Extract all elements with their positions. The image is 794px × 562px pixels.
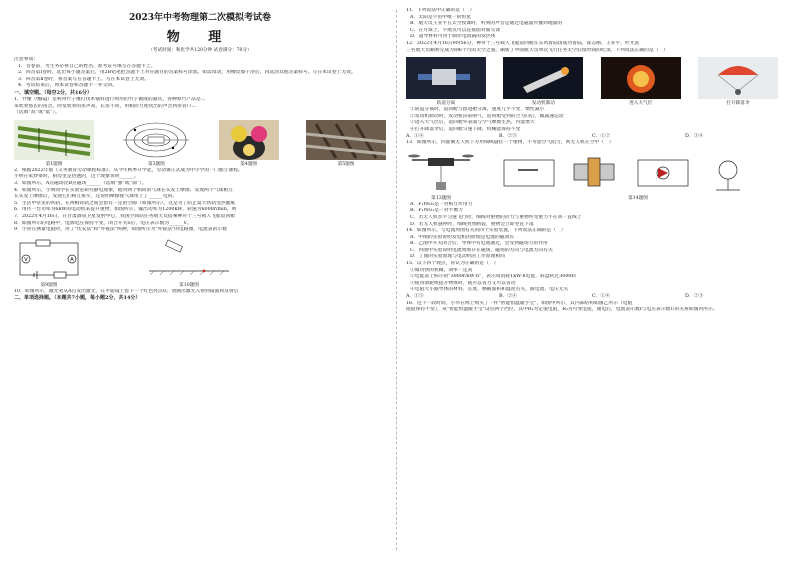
question-text: 5．生活中常见的铁轨，在两根铁轨之间会留有一定的空隙（如图所示），这是为了防止夏天铁轨受热膨胀 — [14, 200, 236, 206]
question-text: （选填“高”或“低”）。 — [14, 110, 60, 116]
figure-caption: 轨道分离 — [436, 101, 456, 107]
figure-railway — [306, 120, 386, 167]
figure-bamboo — [14, 120, 94, 167]
option-text: ③进入大气层后，返回舱外表面与空气摩擦生热，内能增大 — [410, 120, 535, 126]
question-text: 9．小亮在测量电阻时，用了"伏安法"和"外接法"两种，如图所示为"外接法"的电路图，电流表的示数 — [14, 227, 227, 233]
option-text: B．F₁和G₁是一对平衡力 — [410, 208, 463, 214]
figure-row — [406, 57, 778, 106]
choice-d: D．②③ — [685, 294, 704, 300]
question-text: 4．如图所示，小明同学在实验室研究静电现象，他用两个相同的气球在头发上摩擦，发现两个气球相互 — [14, 187, 233, 193]
question-text: 11．下列说法中正确的是（ ） — [406, 8, 475, 13]
orbit-separation-photo — [406, 57, 486, 99]
question-text: 13．如图所示，四旋翼无人机下方用细线悬挂一个重物，不考虑空气阻力，则无人机在空中（ ） — [406, 140, 614, 146]
notes-heading: 注意事项： — [14, 57, 38, 62]
choice-c: C．①④ — [592, 294, 611, 300]
figure-circuit — [14, 237, 84, 288]
note-item: 3．回答第Ⅱ卷时，将答案写在答题卡上。写在本试卷上无效。 — [18, 76, 150, 82]
option-text: A．太阳是宇宙中唯一的恒星 — [410, 14, 472, 20]
drone-diagram — [406, 150, 476, 194]
railway-photo — [306, 120, 386, 160]
question-text: 小明在家炒菜时，厨房里是热透的，这个现象说明______。 — [14, 174, 139, 180]
question-text: 6．用传一台功率为6kW的电动机来提升重物，如图所示，输出功率为1200kW，转速为6000r/min，则 — [14, 207, 237, 213]
figure-row — [406, 150, 778, 201]
magnetic-field-diagram — [121, 120, 191, 160]
option-text: ①做功快的机械，效率一定高 — [410, 267, 473, 273]
engine-brake-photo — [503, 57, 583, 99]
option-text: ②发动机制动时，发动机向前喷气，返回舱受到的合力向后，做减速运动 — [410, 113, 564, 119]
option-text: ④打开降落伞后，返回舱匀速下降，机械能保持不变 — [410, 126, 521, 132]
choice-a: A．①③ — [406, 294, 424, 300]
figure-caption: 进入大气层 — [629, 101, 653, 107]
choice-c: C．①② — [592, 133, 611, 139]
option-text: B．乙图中开关闭合后，导体中有电流通过，会受到磁场力的作用 — [410, 241, 548, 247]
question-text: 14．如图所示，与电流周围有关的四个实验装置，下列说法正确的是（ ） — [406, 228, 566, 234]
svg-text:A: A — [70, 256, 74, 263]
parachute-photo — [698, 57, 778, 99]
question-text: 3．如图所示，A点磁场比B点磁场______（选填“强”或“弱”）。 — [14, 180, 147, 186]
figure-caption: 发动机制动 — [531, 101, 555, 107]
exam-title: 2023年中考物理第二次模拟考试卷 — [128, 13, 272, 23]
exam-meta: （考试时间：和化学共120分钟 试卷满分：70分） — [148, 48, 252, 53]
option-text: ③使用滑轮组提升物体时，既可以省力又可以省功 — [410, 280, 516, 286]
figure-balloons — [219, 120, 279, 167]
figure-magnet-field — [121, 120, 191, 167]
option-text: C．若无人机水平匀速飞行时，细线对重物的拉力与重物所受重力不在同一直线上 — [410, 214, 582, 220]
option-text: A．甲图的实验说明发电机的原理是电流的磁效应 — [410, 234, 515, 240]
question-text: 阻值保持不变），该"智能恒温暖手宝"设有两个挡位，其中R₁为定值电阻，R₂为可变电阻，通电后，电流表示数I与电压表示数U的关系如图丙所示。 — [406, 307, 718, 313]
bamboo-image — [14, 120, 94, 160]
option-text: D．若无人机悬停时，细线突然断裂，重物会立即竖直下落 — [410, 221, 534, 227]
circuit-diagram — [14, 237, 84, 281]
figure-caption: 第5题图 — [337, 161, 355, 167]
choice-row — [406, 294, 778, 301]
question-text: 三名航天员顺利完成为期6个月的太空之旅，刷新了中国航天员单次飞行任务太空驻留时间的纪录。下列说法正确的是（ ） — [406, 47, 669, 53]
choice-d: D．③④ — [685, 133, 704, 139]
right-column — [406, 8, 778, 556]
figure-laser-mirror — [144, 237, 234, 288]
option-text: C．在月球上，宇航员可以直接面对面交谈 — [410, 27, 501, 33]
figure-caption: 第13题图 — [431, 195, 451, 201]
figure-row — [14, 120, 386, 167]
column-divider — [396, 10, 397, 550]
subject-title: 物 理 — [166, 30, 234, 45]
figure-reentry — [601, 57, 681, 106]
question-text: 10．如图所示，激光笔从A点发出激光，在平面镜上留下一个红色亮点O，请画出激光入射到镜面和反射后 — [14, 288, 239, 294]
figure-orbit-separation — [406, 57, 486, 106]
laser-mirror-diagram — [144, 237, 234, 281]
note-item: 1．答卷前，考生务必将自己的姓名、准考证号填写在答题卡上。 — [18, 63, 156, 69]
figure-drone — [406, 150, 476, 201]
choice-b: B．②④ — [499, 294, 517, 300]
question-text: 8．如图所示的电路中，电源电压保持不变，闭合开关S后，电压表示数为______V。 — [14, 220, 192, 226]
note-item: 2．回答第Ⅰ卷时，选出每小题答案后，用2B铅笔把答题卡上对应题目的答案标号涂黑。如需改动，用橡皮擦干净后，再选涂其他答案标号。写在本试卷上无效。 — [18, 70, 356, 76]
question-text: 16．这个一段时间，小华在网上购买了一件"智能恒温暖手宝"，如图甲所示，其内部结构如图乙所示（电阻 — [406, 300, 633, 306]
figure-caption: 打开降落伞 — [726, 101, 750, 107]
balloon-photo — [219, 120, 279, 160]
left-column — [14, 8, 386, 556]
figure-engine-brake — [503, 57, 583, 106]
figure-caption: 第4题图 — [240, 161, 258, 167]
question-text: 12．2022年4月16日9时56分，神舟十三号载人飞船返回舱在东风着陆场成功着陆，翟志刚、王亚平、叶光富 — [406, 40, 640, 46]
section2-heading: 二、单项选择题。（本题共7小题，每小题2分，共14分） — [14, 295, 141, 302]
reentry-photo — [601, 57, 681, 99]
electromagnetism-experiments — [498, 150, 778, 194]
choice-row — [406, 134, 778, 141]
option-text: C．丙图中实验说明电流周围存在磁场，磁场的方向与电流方向有关 — [410, 247, 553, 253]
svg-text:V: V — [24, 256, 28, 263]
figure-caption: 第1题图 — [45, 161, 63, 167]
question-text: 2．根据2022年版《义务教育劳动课程标准》，从今年秋季开学起，劳动课正式成为中小学的一门独立课程。 — [14, 167, 243, 173]
choice-a: A．①④ — [406, 133, 424, 139]
figure-caption: 第10题图 — [179, 282, 199, 288]
option-text: ①轨道分离时，返回舱与推进舱分离，速度几乎不变，惯性减小 — [410, 107, 545, 113]
note-item: 4．考试结束后，将本试卷和答题卡一并交回。 — [18, 83, 117, 89]
question-text: 1．竹绷（绷ng）是利用竹子锤打伐木铺料进行利用的竹子做成的器具，各种原竹产品是… — [14, 96, 206, 102]
question-text: 来吹奏悠长的笛音，阿宽吹奏的笛声高、长笛不同，用相同力度吹出的声音到笛管口… — [14, 103, 197, 109]
question-text: 在头发上摩擦后，发现它们相互排斥，这说明摩擦使气球带上了______电荷。 — [14, 194, 178, 200]
figure-row — [14, 237, 386, 288]
question-text: 7．2022年4月16日，在甘肃酒泉卫星发射中心，我国空间站任务航天员搭乘神舟十三号载人飞船返回舱 — [14, 213, 236, 219]
question-text: 15．以下四个观点，你认为正确的是（ ） — [406, 261, 499, 267]
figure-em-experiments — [498, 150, 778, 201]
figure-parachute — [698, 57, 778, 106]
option-text: D．超导材料可用于制作电饭锅的发热体 — [410, 34, 496, 40]
option-text: D．丁图的实验原理与电动机的工作原理相同 — [410, 254, 505, 260]
option-text: B．航天员王亚平在太空授课时，听到的声音是通过电磁波传播到地面的 — [410, 21, 563, 27]
option-text: ②电能表上标示的"3000r/kW·h"，表示每消耗1kW·h电能，转盘转过3000转 — [410, 274, 577, 280]
choice-b: B．②③ — [499, 133, 517, 139]
section1-heading: 一、填空题。（每空2分，共16分） — [14, 89, 92, 96]
figure-caption: 第14题图 — [628, 195, 648, 201]
option-text: A．F₁和G₁是一对相互作用力 — [410, 201, 473, 207]
figure-caption: 第3题图 — [147, 161, 165, 167]
option-text: ④电阻大小跟导体的材料、长度、横截面积和温度有关，跟电流、电压无关 — [410, 287, 569, 293]
figure-caption: 第9题图 — [40, 282, 58, 288]
